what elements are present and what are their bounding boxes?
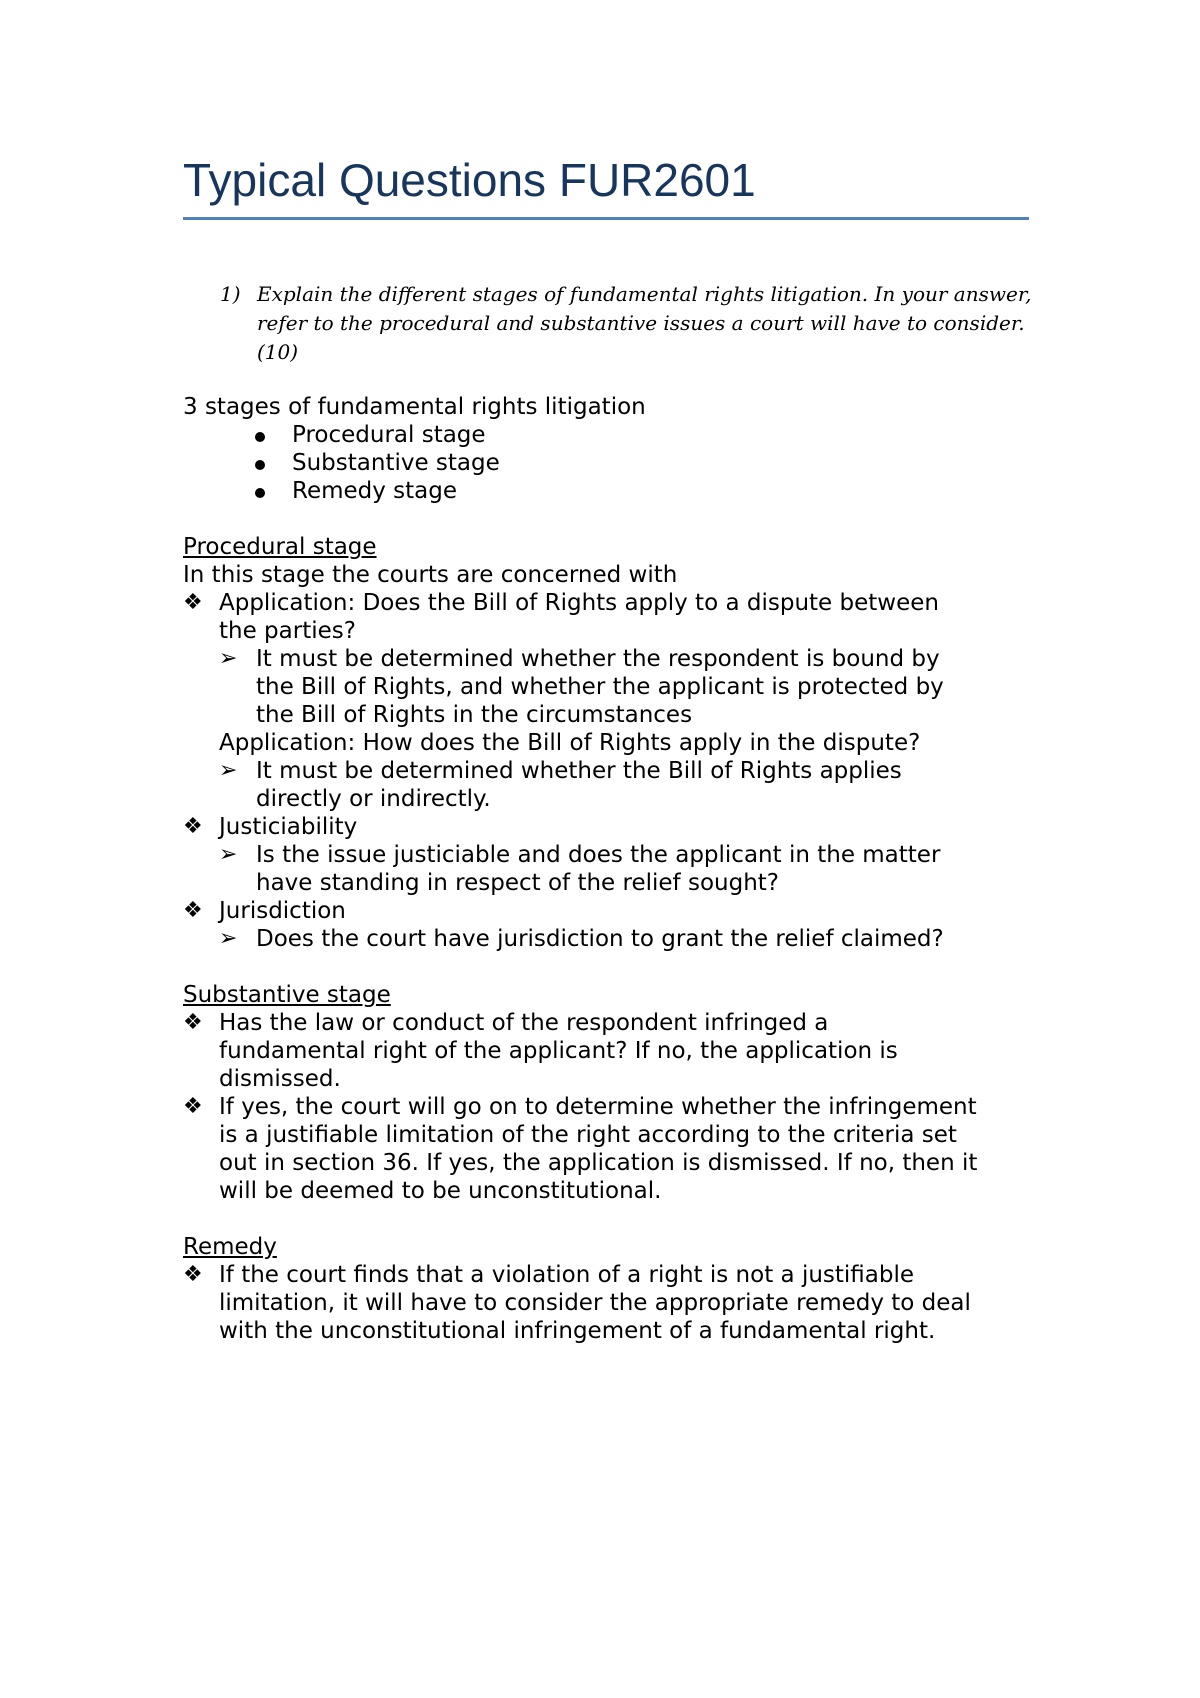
substantive-item-1-line: dismissed. xyxy=(219,1066,341,1092)
procedural-heading: Procedural stage xyxy=(183,534,377,560)
arrow-bullet-icon: ➢ xyxy=(219,646,238,671)
bullet-icon xyxy=(255,460,265,470)
justiciability-detail: Is the issue justiciable and does the applicant in the matter xyxy=(256,842,941,868)
application-1-line: Application: Does the Bill of Rights apply to a dispute between xyxy=(219,590,939,616)
arrow-bullet-icon: ➢ xyxy=(219,842,238,867)
substantive-item-1-line: fundamental right of the applicant? If no, the application is xyxy=(219,1038,898,1064)
jurisdiction-detail: Does the court have jurisdiction to grant the relief claimed? xyxy=(256,926,944,952)
application-2-detail: It must be determined whether the Bill of Rights applies xyxy=(256,758,902,784)
title-block xyxy=(183,150,1029,210)
application-2-line: Application: How does the Bill of Rights apply in the dispute? xyxy=(219,730,921,756)
bullet-icon xyxy=(255,488,265,498)
remedy-item-line: with the unconstitutional infringement of a fundamental right. xyxy=(219,1318,936,1344)
substantive-item-2-line: If yes, the court will go on to determine whether the infringement xyxy=(219,1094,977,1120)
question-1 xyxy=(220,280,1040,367)
jurisdiction-label: Jurisdiction xyxy=(219,898,346,924)
procedural-intro: In this stage the courts are concerned with xyxy=(183,562,678,588)
justiciability-detail: have standing in respect of the relief sought? xyxy=(256,870,779,896)
stage-item: Procedural stage xyxy=(292,422,486,448)
question-text: Explain the different stages of fundamental rights litigation. In your answer, refer to the procedural and substantive issues a court will have to consider. (10) xyxy=(257,282,1032,364)
diamond-bullet-icon: ❖ xyxy=(183,1262,203,1287)
stage-item: Remedy stage xyxy=(292,478,458,504)
remedy-heading: Remedy xyxy=(183,1234,277,1260)
diamond-bullet-icon: ❖ xyxy=(183,1094,203,1119)
remedy-item-line: limitation, it will have to consider the appropriate remedy to deal xyxy=(219,1290,971,1316)
diamond-bullet-icon: ❖ xyxy=(183,1010,203,1035)
stages-intro: 3 stages of fundamental rights litigation xyxy=(183,394,646,420)
arrow-bullet-icon: ➢ xyxy=(219,758,238,783)
substantive-heading: Substantive stage xyxy=(183,982,391,1008)
application-1-detail: It must be determined whether the respondent is bound by xyxy=(256,646,940,672)
question-number: 1) xyxy=(220,282,241,306)
title-underline-rule xyxy=(183,217,1029,220)
remedy-item-line: If the court finds that a violation of a right is not a justifiable xyxy=(219,1262,915,1288)
page-title: Typical Questions FUR2601 xyxy=(183,154,756,206)
diamond-bullet-icon: ❖ xyxy=(183,898,203,923)
application-1-detail: the Bill of Rights, and whether the applicant is protected by xyxy=(256,674,944,700)
substantive-item-2-line: out in section 36. If yes, the application is dismissed. If no, then it xyxy=(219,1150,978,1176)
stage-item: Substantive stage xyxy=(292,450,500,476)
diamond-bullet-icon: ❖ xyxy=(183,590,203,615)
bullet-icon xyxy=(255,432,265,442)
application-2-detail: directly or indirectly. xyxy=(256,786,491,812)
application-1-detail: the Bill of Rights in the circumstances xyxy=(256,702,693,728)
application-1-line: the parties? xyxy=(219,618,356,644)
diamond-bullet-icon: ❖ xyxy=(183,814,203,839)
justiciability-label: Justiciability xyxy=(219,814,358,840)
arrow-bullet-icon: ➢ xyxy=(219,926,238,951)
substantive-item-2-line: will be deemed to be unconstitutional. xyxy=(219,1178,662,1204)
substantive-item-1-line: Has the law or conduct of the respondent infringed a xyxy=(219,1010,829,1036)
substantive-item-2-line: is a justifiable limitation of the right according to the criteria set xyxy=(219,1122,957,1148)
